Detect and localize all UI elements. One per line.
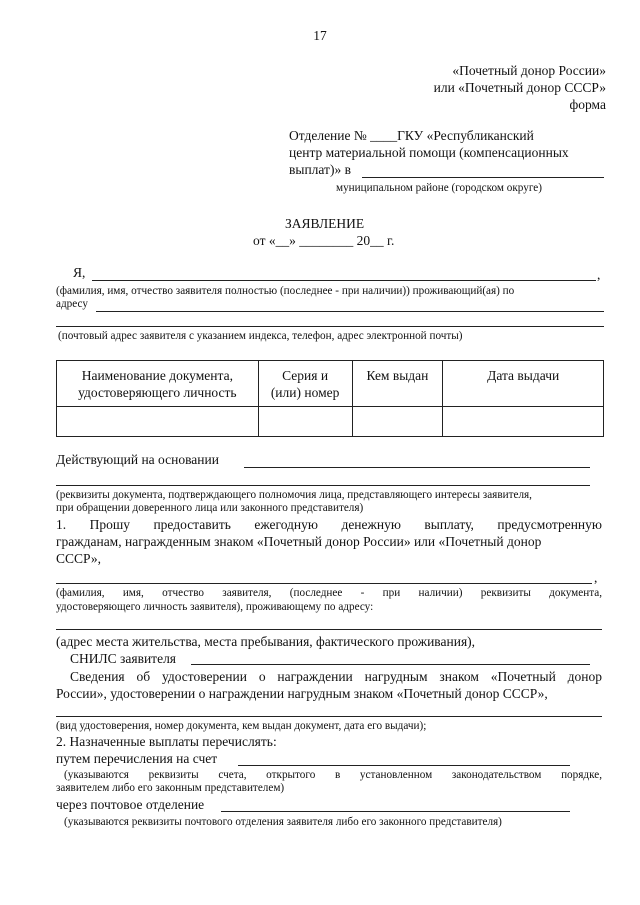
district-field-line[interactable] (362, 177, 604, 178)
payment-heading: 2. Назначенные выплаты перечислять: (56, 734, 277, 749)
payment-account-line[interactable] (238, 765, 570, 766)
recipient-caption1: (фамилия, имя, отчество заявителя, (последнее - при наличии) реквизиты документа, (56, 587, 602, 599)
representative-basis-line2[interactable] (56, 485, 590, 486)
representative-label: Действующий на основании (56, 452, 219, 467)
request-line1: 1. Прошу предоставить ежегодную денежную выплату, предусмотренную (56, 517, 602, 532)
id-table-header-issued-by: Кем выдан (352, 361, 443, 407)
snils-field-line[interactable] (191, 664, 590, 665)
recipient-name-line[interactable] (56, 583, 592, 584)
id-table-header-series-number: Серия и (или) номер (258, 361, 352, 407)
representative-caption2: при обращении доверенного лица или законного представителя) (56, 502, 364, 514)
payment-account-caption2: заявителем либо его законным представителем) (56, 782, 285, 794)
applicant-name-line[interactable] (92, 280, 596, 281)
certificate-line2: России», удостоверении о награждении нагрудным знаком «Почетный донор СССР», (56, 686, 548, 701)
document-title: ЗАЯВЛЕНИЕ (285, 216, 365, 231)
page-number: 17 (313, 28, 327, 43)
request-line2: гражданам, награжденным знаком «Почетный донор России» или «Почетный донор (56, 534, 542, 549)
applicant-comma: , (597, 267, 601, 282)
recipient-comma: , (594, 570, 598, 585)
recipient-caption2: удостоверяющего личность заявителя), проживающему по адресу: (56, 601, 374, 613)
applicant-name-caption: (фамилия, имя, отчество заявителя полностью (последнее - при наличии)) проживающий(ая) по (56, 285, 515, 297)
form-header-line2: или «Почетный донор СССР» (433, 80, 606, 95)
payment-post-label: через почтовое отделение (56, 797, 205, 812)
addressee-line3: выплат)» в (289, 162, 351, 177)
district-caption: муниципальном районе (городском округе) (336, 182, 542, 194)
id-table-cell-issued-by[interactable] (352, 407, 443, 437)
addressee-line1: Отделение № ____ГКУ «Республиканский (289, 128, 534, 143)
applicant-address-line2[interactable] (56, 326, 604, 327)
id-table-cell-series-number[interactable] (258, 407, 352, 437)
representative-basis-line1[interactable] (244, 467, 590, 468)
certificate-details-line[interactable] (56, 716, 602, 717)
id-table-header-issue-date: Дата выдачи (443, 361, 604, 407)
applicant-address-caption: (почтовый адрес заявителя с указанием индекса, телефон, адрес электронной почты) (58, 330, 463, 342)
id-table-cell-issue-date[interactable] (443, 407, 604, 437)
payment-account-label: путем перечисления на счет (56, 751, 218, 766)
representative-caption1: (реквизиты документа, подтверждающего полномочия лица, представляющего интересы заявителя, (56, 489, 532, 501)
snils-label: СНИЛС заявителя (70, 651, 177, 666)
payment-post-line[interactable] (221, 811, 570, 812)
request-line3: СССР», (56, 551, 101, 566)
residence-address-line[interactable] (56, 629, 602, 630)
payment-post-caption: (указываются реквизиты почтового отделения заявителя либо его законного представителя) (64, 816, 502, 828)
certificate-caption: (вид удостоверения, номер документа, кем выдан документ, дата его выдачи); (56, 720, 427, 732)
id-document-table (56, 360, 604, 437)
form-header-line1: «Почетный донор России» (452, 63, 606, 78)
certificate-line1: Сведения об удостоверении о награждении нагрудным знаком «Почетный донор (70, 669, 602, 684)
id-table-header-doc-name: Наименование документа, удостоверяющего личность (57, 361, 259, 407)
residence-address-caption: (адрес места жительства, места пребывания, фактического проживания), (56, 634, 476, 649)
date-line: от «__» ________ 20__ г. (253, 233, 395, 248)
id-table-cell-doc-name[interactable] (57, 407, 259, 437)
id-table-row (57, 407, 604, 437)
addressee-line2: центр материальной помощи (компенсационных (289, 145, 569, 160)
form-header-line3: форма (569, 97, 606, 112)
applicant-ya: Я, (73, 265, 86, 280)
id-table-header-row (57, 361, 604, 407)
applicant-address-line1[interactable] (96, 311, 604, 312)
payment-account-caption1: (указываются реквизиты счета, открытого в установленном законодательством порядке, (64, 769, 602, 781)
applicant-address-label: адресу (56, 298, 88, 310)
